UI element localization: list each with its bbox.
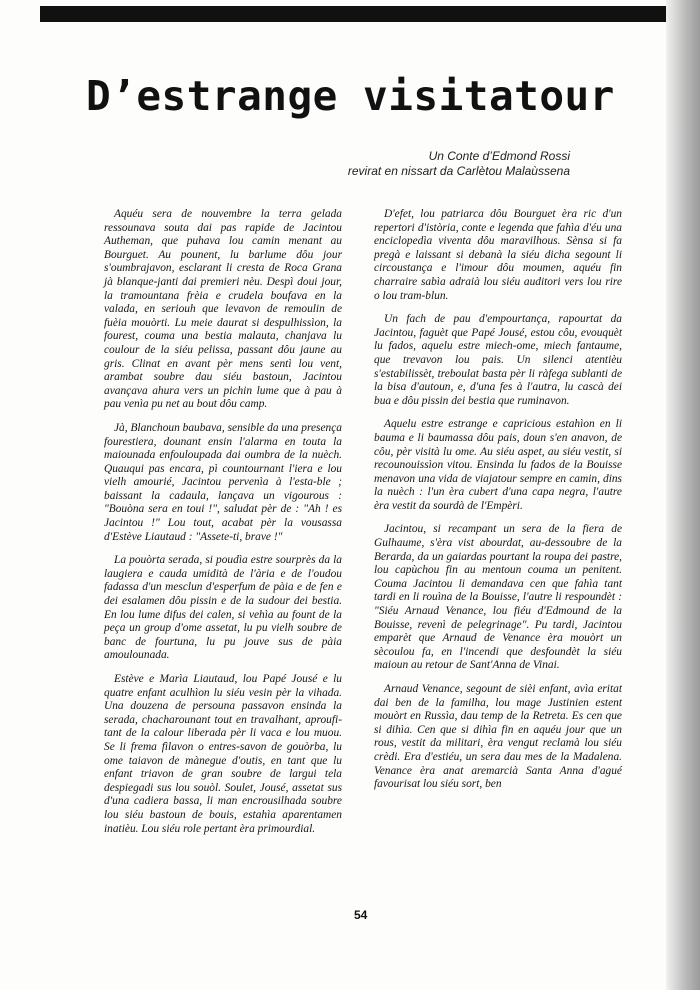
paragraph: La pouòrta serada, si poudìa estre sourprès da la laugiera e cauda umidità de l'ària e de l'oudou fadassa d'un mesclun d'esperfum de pàia e de fen e dei esalamen dôu pissin e de la sudour dei bestia. En lou lume difus dei calen, si vehìa au fount de la peça un group d'ome assetat, lu pu vielh soubre de banc de fourtuna, lu pu jouve sus de pàia amoulounada. [104, 554, 342, 662]
byline-translator: revirat en nissart da Carlètou Malaùssena [347, 164, 570, 178]
paragraph: Estève e Marìa Liautaud, lou Papé Jousé e lu quatre enfant aculhìon lu siéu vesin pèr la vihada. Una douzena de persouna passavon ensinda la serada, chacharounant tout en travalhant, aproufi-tant de la calour liberada pèr li vaca e lou muou. Se li frema fìlavon o entres-savon de gouòrba, lu ome taiavon de mànegue d'outis, en tant que lu enfant triavon de gran soubre de largui tela despiegadi sus lou souòl. Soulet, Jousé, assetat sus d'una cadiera bassa, li man encrousilhada soubre lou siéu bastoun de bouis, estahìa aparentamen inatièu. Lou siéu role pertant èra primourdial. [104, 673, 342, 835]
page-title: D’estrange visitatour [86, 72, 615, 120]
page-edge-shadow [666, 0, 700, 990]
paragraph: Arnaud Venance, segount de sièi enfant, avìa eritat dai ben de la familha, lou mage Justinien estent mouòrt en Russìa, dau temp de la Retreta. Es cen que si dihìa. Cen que si dihìa fin en aquéu jour que un rous, vestit da militari, èra vengut reclamà lou siéu crèdi. Era d'estiéu, un sera dau mes de la Madalena. Venance èra anat aremarcià Santa Anna d'agué favourisat lou siéu sort, ben [374, 683, 622, 791]
left-column [104, 208, 342, 846]
paragraph: Jà, Blanchoun baubava, sensible da una presença fourestiera, dounant ensin l'alarma en touta la maiounada enfouloupada dai oumbra de la nuèch. Quauqui pas encara, pì countournant l'iera e lou vielh amourié, Jacintou pervenìa à l'esta-ble ; baissant la cadaula, lançava un vigourous : "Bouòna sera en toui !", saludat pèr de : "Ah ! es Jacintou !" Lou tout, acabat pèr la vousassa d'Estève Liautaud : "Assete-ti, brave !" [104, 421, 342, 543]
right-column [374, 208, 622, 802]
top-black-rule [40, 6, 680, 22]
byline-author: Un Conte d’Edmond Rossi [428, 149, 570, 163]
paragraph: D'efet, lou patriarca dôu Bourguet èra ric d'un repertori d'istòria, conte e legenda que fahìa d'éu una enciclopedìa viventa dôu maravilhous. Sènsa si fa pregà e laissant si debanà la siéu dicha segount li circoustança e l'imour dôu moumen, aquéu fin charraire sabìa adraià lou siéu auditori vers lou rire o lou tram-blun. [374, 208, 622, 302]
paragraph: Aquelu estre estrange e capricious estahìon en li bauma e li baumassa dôu pais, doun s'en anavon, de côu, pèr visità lu ome. Au siéu aspet, au siéu vestit, si recounouissìon vitou. Ensinda lu fados de la Bouisse menavon una vida de viajatour sempre en camin, dins la nuèch : l'un èra cubert d'una capa negra, l'autre èra vestit da sourdà de l'Empèri. [374, 418, 622, 512]
paragraph: Aquéu sera de nouvembre la terra gelada ressounava souta dai pas rapide de Jacintou Autheman, que puhava lou camin menant au Bourguet. Au pounent, lu barlume dôu jour s'oumbrajavon, esclarant li cresta de Roca Grana jà blanque-janti dai premieri nèu. Despì doui jour, la tramountana frèia e crudela boufava en la valada, en seriouh que levavon de remoulin de fuèia mouòrti. Lu meie daurat si despulhissìon, la fourest, couma una bestia malauta, chanjava lu coulour de la siéu pelissa, passant dôu jaune au gris. Clinat en avant pèr mens sentì lou vent, arambat soubre dau siéu bastoun, Jacintou avançava ahura vers un pichin lume que à pau à pau venìa pu net au bout dôu camp. [104, 208, 342, 411]
byline [250, 149, 570, 179]
page-number: 54 [354, 908, 368, 922]
paragraph: Jacintou, si recampant un sera de la fiera de Gulhaume, s'èra vist abourdat, au-dessoubre de la Berarda, da un gaiardas pourtant la roupa dei pastre, lou capùchou fin au mentoun couma un penitent. Couma Jacintou li demandava cen que fahìa tant tardi en li rouìna de la Bouisse, l'autre li respoundèt : "Siéu Arnaud Venance, lou fiéu d'Edmound de la Bouisse, revenì de pelegrinage". Pu tardi, Jacintou emparèt que Arnaud de Venance èra mouòrt un sècoulou fa, en l'incendi que desfoundèt la siéu maioun au retour de Sant'Anna de Vinai. [374, 523, 622, 672]
paragraph: Un fach de pau d'empourtança, rapourtat da Jacintou, faguèt que Papé Jousé, estou côu, evouquèt lu fados, aquelu estre miech-ome, miech fantaume, que trevavon lou pais. Un silenci atentièu s'estabilissèt, treboulat basta pèr li ràfega sublanti de la bisa d'autoun, e, d'una fes à l'autra, lu cascà dei bua e dôu pissin dei bestia que ruminavon. [374, 313, 622, 407]
